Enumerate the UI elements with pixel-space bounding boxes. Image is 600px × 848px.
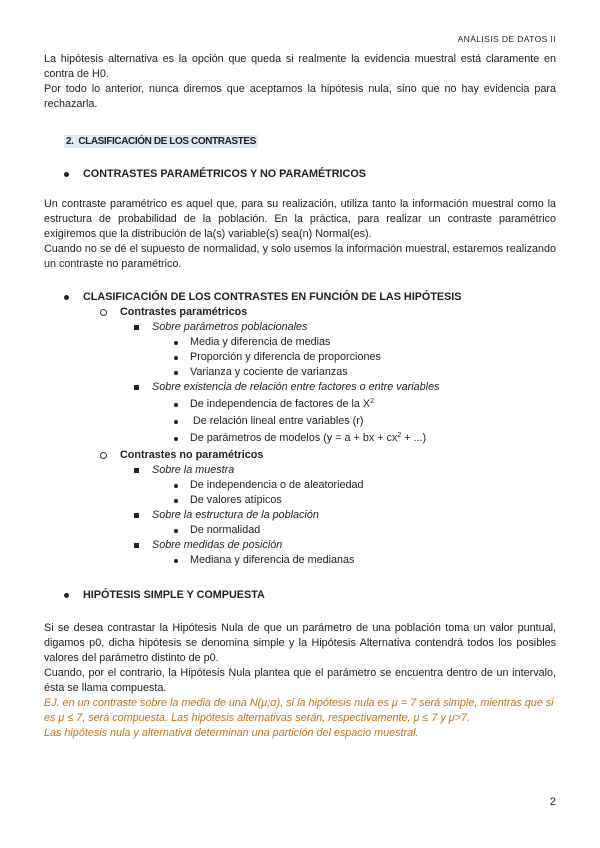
list-item: De relación lineal entre variables (r)	[44, 414, 556, 429]
list-item: Contrastes paramétricos	[44, 305, 556, 320]
section-number: 2.	[66, 136, 74, 147]
list-item: Media y diferencia de medias	[44, 335, 556, 350]
list-item: De parámetros de modelos (y = a + bx + $cx^2$ + ...)	[44, 429, 556, 448]
simple-heading	[44, 588, 556, 603]
square-bullet-icon	[134, 325, 139, 330]
list-item: Sobre la estructura de la población	[44, 508, 556, 523]
list-item: Sobre la muestra	[44, 463, 556, 478]
param-heading	[44, 167, 556, 182]
page-number: 2	[549, 796, 556, 808]
dot-bullet-icon	[174, 499, 178, 503]
list-item: Sobre existencia de relación entre factores o entre variables	[44, 380, 556, 395]
simple-paragraph-2: Cuando, por el contrario, la Hipótesis Nula plantea que el parámetro se encuentra dentro de un intervalo, ésta se llama compuesta.	[44, 667, 556, 694]
example-note: Las hipótesis nula y alternativa determinan una partición del espacio muestral.	[44, 727, 419, 739]
dot-bullet-icon	[174, 371, 178, 375]
clasif-heading	[44, 290, 556, 305]
param-paragraph-1: Un contraste paramétrico es aquel que, para su realización, utiliza tanto la información muestral como la estructura de probabilidad de la población. En la práctica, para realizar un contraste paramétrico exigiremos que la distribución de la(s) variable(s) sea(n) Normal(es).	[44, 198, 556, 240]
dot-bullet-icon	[174, 559, 178, 563]
clasif-heading-text: CLASIFICACIÓN DE LOS CONTRASTES EN FUNCIÓN DE LAS HIPÓTESIS	[83, 291, 462, 303]
intro-paragraph-1: La hipótesis alternativa es la opción que queda si realmente la evidencia muestral está claramente en contra de H0.	[44, 53, 556, 80]
clasif-list	[44, 305, 556, 568]
square-bullet-icon	[134, 385, 139, 390]
list-item: De independencia de factores de la $X^2$	[44, 395, 556, 414]
section-title: CLASIFICACIÓN DE LOS CONTRASTES	[78, 136, 256, 147]
list-item: Contrastes no paramétricos	[44, 448, 556, 463]
dot-bullet-icon	[174, 341, 178, 345]
section-heading-highlight	[64, 135, 258, 148]
dot-bullet-icon	[174, 420, 178, 424]
list-item: De valores atípicos	[44, 493, 556, 508]
simple-paragraph-1: Si se desea contrastar la Hipótesis Nula de que un parámetro de una población toma un valor puntual, digamos p0, dicha hipótesis se denomina simple y la Hipótesis Alternativa contendrá todos los posibles valores del parámetro distinto de p0.	[44, 622, 556, 664]
bullet-icon	[64, 593, 69, 598]
list-item: De independencia o de aleatoriedad	[44, 478, 556, 493]
bullet-icon	[64, 172, 69, 177]
list-item: Proporción y diferencia de proporciones	[44, 350, 556, 365]
dot-bullet-icon	[174, 437, 178, 441]
running-header: ANÁLISIS DE DATOS II	[457, 34, 556, 44]
dot-bullet-icon	[174, 356, 178, 360]
square-bullet-icon	[134, 543, 139, 548]
square-bullet-icon	[134, 513, 139, 518]
list-item: Sobre parámetros poblacionales	[44, 320, 556, 335]
bullet-icon	[64, 295, 69, 300]
dot-bullet-icon	[174, 529, 178, 533]
simple-heading-text: HIPÓTESIS SIMPLE Y COMPUESTA	[83, 589, 265, 601]
list-item: Varianza y cociente de varianzas	[44, 365, 556, 380]
list-item: Sobre medidas de posición	[44, 538, 556, 553]
section-heading	[64, 134, 556, 149]
intro-paragraph-2: Por todo lo anterior, nunca diremos que aceptamos la hipótesis nula, sino que no hay evidencia para rechazarla.	[44, 83, 556, 110]
circle-bullet-icon	[100, 452, 107, 459]
param-heading-text: CONTRASTES PARAMÉTRICOS Y NO PARAMÉTRICOS	[83, 168, 366, 180]
square-bullet-icon	[134, 468, 139, 473]
page-content	[44, 52, 556, 741]
param-paragraph-2: Cuando no se dé el supuesto de normalidad, y solo usemos la información muestral, estaremos realizando un contraste no paramétrico.	[44, 243, 556, 270]
list-item: De normalidad	[44, 523, 556, 538]
dot-bullet-icon	[174, 403, 178, 407]
circle-bullet-icon	[100, 309, 107, 316]
example-text: EJ. en un contraste sobre la media de una N(μ;σ), si la hipótesis nula es μ = 7 será simple, mientras que si es μ ≤ 7, será compuesta. Las hipótesis alternativas serán, respectivamente, μ ≤ 7 y μ>7.	[44, 697, 554, 724]
list-item: Mediana y diferencia de medianas	[44, 553, 556, 568]
dot-bullet-icon	[174, 484, 178, 488]
